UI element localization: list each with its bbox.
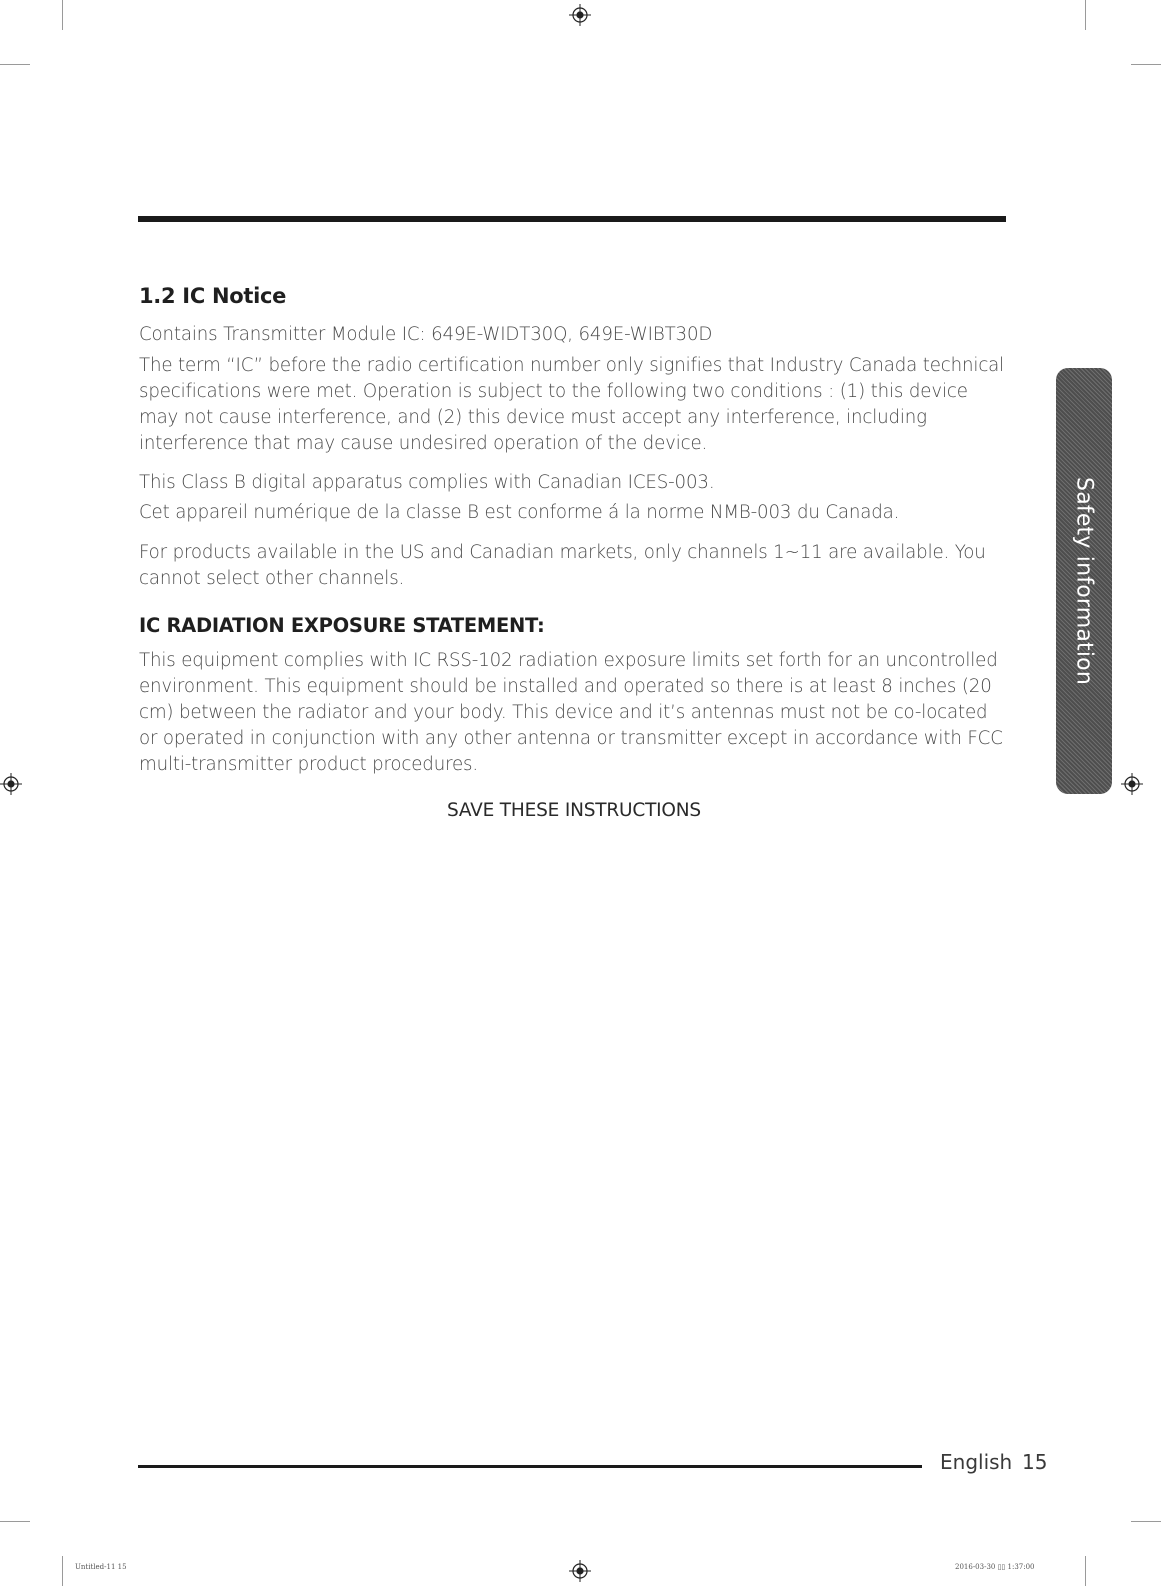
section-title: 1.2 IC Notice <box>139 284 287 308</box>
class-b-paragraph: This Class B digital apparatus complies with Canadian ICES-003. <box>139 472 715 493</box>
registration-mark-icon <box>569 1560 591 1582</box>
radiation-heading: IC RADIATION EXPOSURE STATEMENT: <box>139 614 545 637</box>
radiation-paragraph: This equipment complies with IC RSS-102 radiation exposure limits set forth for an uncontrolled environment. This equipment should be installed and operated so there is at least 8 inches (20 cm) between the radiator and your body. This device and it’s antennas must not be co-located or operated in conjunction with any other antenna or transmitter except in accordance with FCC multi-transmitter product procedures. <box>139 650 1003 775</box>
footer-rule <box>138 1465 922 1468</box>
chapter-tab-label: Safety information <box>1071 477 1097 685</box>
crop-mark <box>62 0 63 30</box>
crop-mark <box>1085 1556 1086 1586</box>
french-paragraph: Cet appareil numérique de la classe B est conforme á la norme NMB-003 du Canada. <box>139 502 900 523</box>
module-paragraph: Contains Transmitter Module IC: 649E-WIDT30Q, 649E-WIBT30D <box>139 324 713 345</box>
crop-mark <box>62 1556 63 1586</box>
registration-mark-icon <box>0 773 22 795</box>
registration-mark-icon <box>1121 773 1143 795</box>
chapter-tab <box>1056 368 1112 794</box>
channels-paragraph: For products available in the US and Canadian markets, only channels 1~11 are available. You cannot select other channels. <box>139 542 986 589</box>
print-slug-right: 2016-03-30 ▯▯ 1:37:00 <box>955 1563 1035 1571</box>
ic-term-paragraph: The term “IC” before the radio certification number only signifies that Industry Canada technical specifications were met. Operation is subject to the following two conditions : (1) this device may not cause interference, and (2) this device must accept any interference, including interference that may cause undesired operation of the device. <box>139 355 1005 454</box>
save-instructions-note: SAVE THESE INSTRUCTIONS <box>447 800 701 821</box>
footer-language: English <box>940 1450 1013 1474</box>
crop-mark <box>1085 0 1086 30</box>
crop-mark <box>0 1521 30 1522</box>
crop-mark <box>1131 1521 1161 1522</box>
header-rule <box>138 216 1006 222</box>
crop-mark <box>0 64 30 65</box>
page-number: 15 <box>1022 1450 1048 1474</box>
print-slug-left: Untitled-11 15 <box>75 1563 127 1571</box>
registration-mark-icon <box>569 4 591 26</box>
crop-mark <box>1131 64 1161 65</box>
